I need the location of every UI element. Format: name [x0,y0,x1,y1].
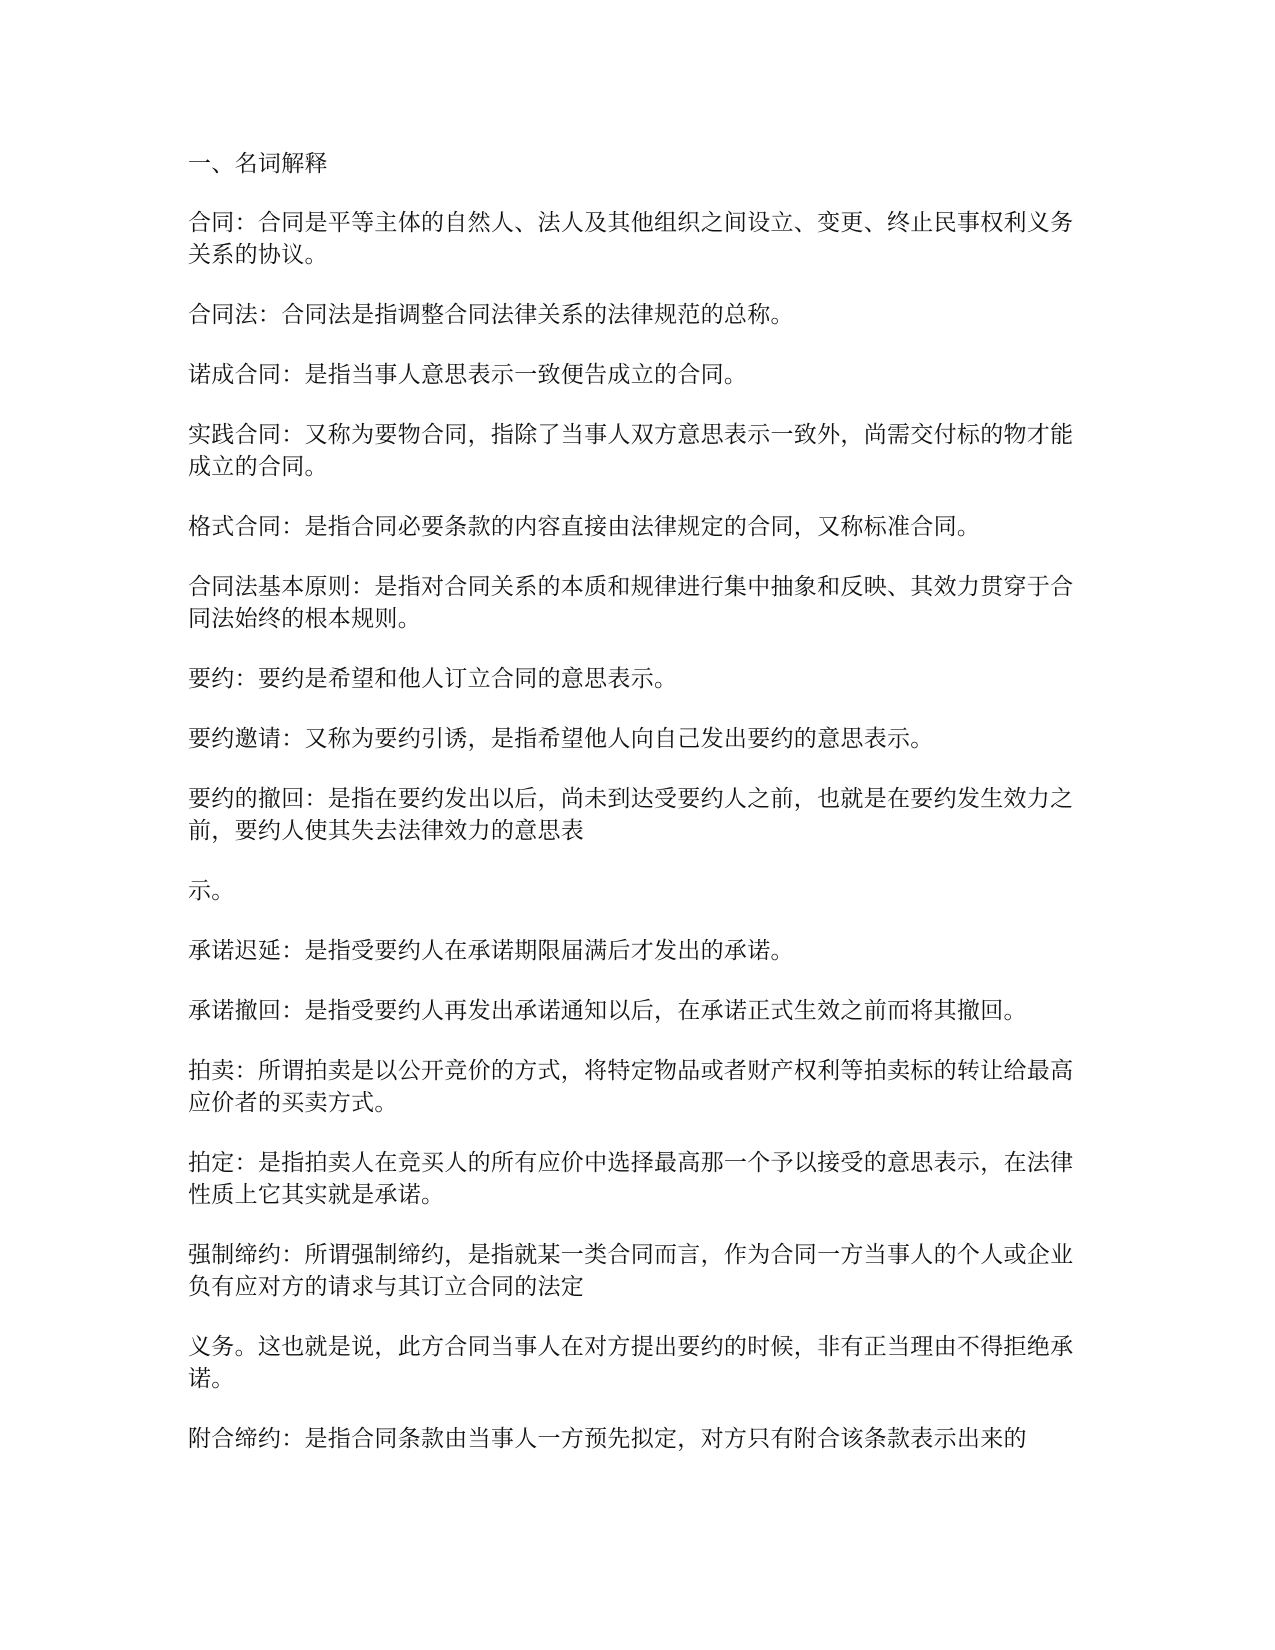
paragraph-adhesion-contracting: 附合缔约：是指合同条款由当事人一方预先拟定，对方只有附合该条款表示出来的 [188,1426,1027,1452]
paragraph-contract-law: 合同法：合同法是指调整合同法律关系的法律规范的总称。 [188,302,794,328]
paragraph-basic-principles: 合同法基本原则：是指对合同关系的本质和规律进行集中抽象和反映、其效力贯穿于合同法始终的根本规则。 [188,574,1074,632]
paragraph-hammer-sale: 拍定：是指拍卖人在竞买人的所有应价中选择最高那一个予以接受的意思表示，在法律性质上它其实就是承诺。 [188,1150,1074,1208]
section-heading: 一、名词解释 [188,151,328,177]
document-body [188,148,1093,1455]
paragraph-real-contract: 实践合同：又称为要物合同，指除了当事人双方意思表示一致外，尚需交付标的物才能成立的合同。 [188,422,1074,480]
paragraph-standard-contract: 格式合同：是指合同必要条款的内容直接由法律规定的合同，又称标准合同。 [188,514,981,540]
paragraph-offer-withdrawal: 要约的撤回：是指在要约发出以后，尚未到达受要约人之前，也就是在要约发生效力之前，要约人使其失去法律效力的意思表 [188,786,1074,844]
paragraph-compulsory-contracting-continued: 义务。这也就是说，此方合同当事人在对方提出要约的时候，非有正当理由不得拒绝承诺。 [188,1334,1074,1392]
paragraph-invitation-to-offer: 要约邀请：又称为要约引诱，是指希望他人向自己发出要约的意思表示。 [188,726,934,752]
paragraph-offer-withdrawal-continued: 示。 [188,878,235,904]
paragraph-offer: 要约：要约是希望和他人订立合同的意思表示。 [188,666,678,692]
paragraph-acceptance-withdrawal: 承诺撤回：是指受要约人再发出承诺通知以后，在承诺正式生效之前而将其撤回。 [188,998,1027,1024]
paragraph-late-acceptance: 承诺迟延：是指受要约人在承诺期限届满后才发出的承诺。 [188,938,794,964]
paragraph-consensual-contract: 诺成合同：是指当事人意思表示一致便告成立的合同。 [188,362,748,388]
paragraph-contract: 合同：合同是平等主体的自然人、法人及其他组织之间设立、变更、终止民事权利义务关系的协议。 [188,210,1074,268]
paragraph-auction: 拍卖：所谓拍卖是以公开竞价的方式，将特定物品或者财产权利等拍卖标的转让给最高应价者的买卖方式。 [188,1058,1074,1116]
paragraph-compulsory-contracting: 强制缔约：所谓强制缔约，是指就某一类合同而言，作为合同一方当事人的个人或企业负有应对方的请求与其订立合同的法定 [188,1242,1074,1300]
